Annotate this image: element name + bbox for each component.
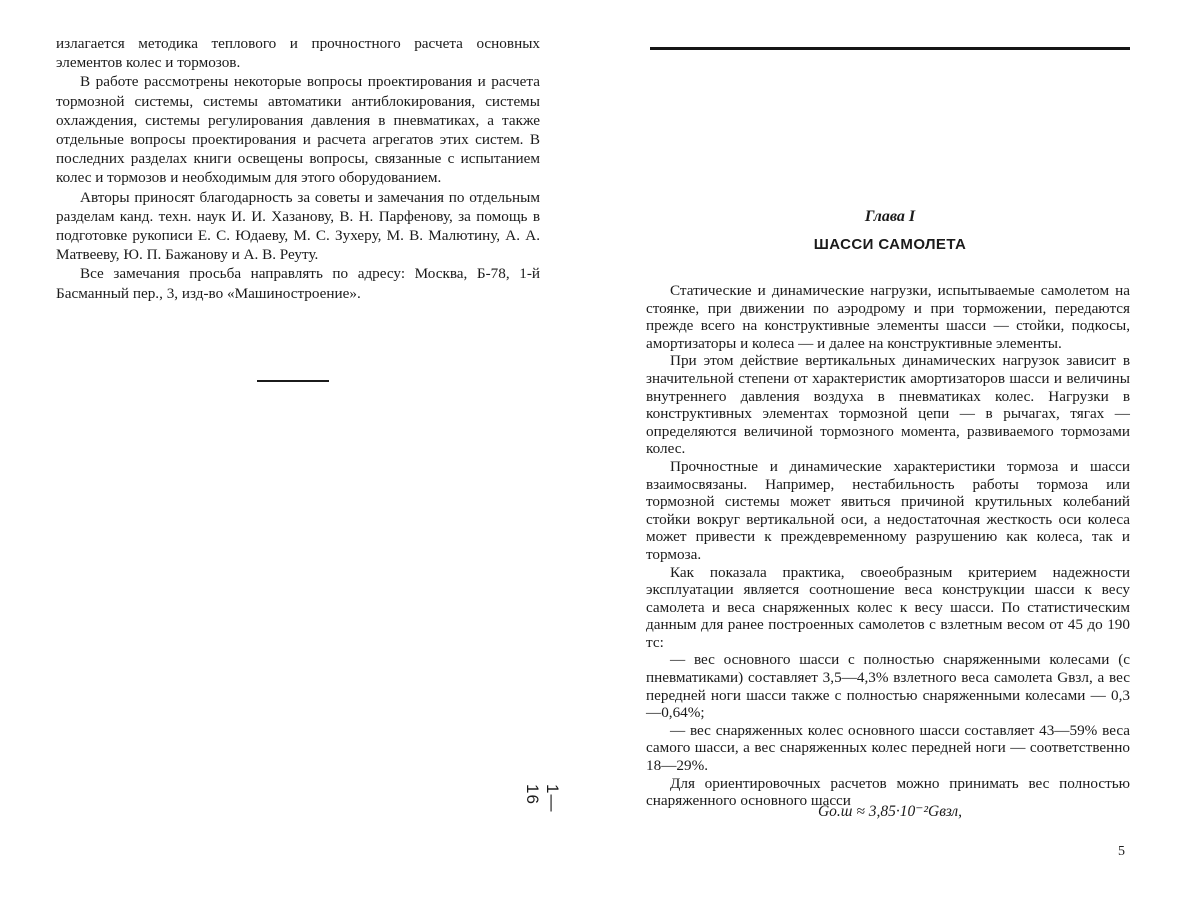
- end-rule: [257, 380, 329, 382]
- paragraph: Все замечания просьба направлять по адресу: Москва, Б-78, 1-й Басманный пер., 3, изд-во «Машиностроение».: [56, 265, 540, 302]
- page-number: 5: [1118, 844, 1125, 859]
- chapter-title: ШАССИ САМОЛЕТА: [813, 236, 967, 253]
- paragraph: Как показала практика, своеобразным критерием надежности эксплуатации является соотношение веса конструкции шасси к весу самолета и веса снаряженных колес к весу шасси. По статистическим данным для ранее построенных самолетов с взлетным весом от 45 до 190 тс:: [646, 563, 1130, 651]
- chapter-label: Глава I: [864, 208, 916, 225]
- paragraph: Для ориентировочных расчетов можно принимать вес полностью снаряженного основного шасси: [646, 774, 1130, 810]
- formula: Gо.ш ≈ 3,85·10⁻²Gвзл,: [817, 803, 963, 820]
- paragraph: В работе рассмотрены некоторые вопросы проектирования и расчета тормозной системы, системы автоматики антиблокирования, системы охлаждения, системы регулирования давления в пневматиках, а также отдельные вопросы проектирования и расчета агрегатов этих систем. В последних разделах книги освещены вопросы, связанные с испытанием колес и тормозов и необходимым для этого оборудованием.: [56, 73, 540, 187]
- paragraph: излагается методика теплового и прочностного расчета основных элементов колес и тормозов.: [56, 35, 540, 72]
- left-text-column: [56, 34, 540, 303]
- paragraph: — вес снаряженных колес основного шасси составляет 43—59% веса самого шасси, а вес снаряженных колес передней ноги — соответственно 18—29%.: [646, 721, 1130, 775]
- top-rule: [650, 47, 1130, 50]
- paragraph: — вес основного шасси с полностью снаряженными колесами (с пневматиками) составляет 3,5—4,3% взлетного веса самолета Gвзл, а вес передней ноги шасси также с полностью снаряженными колесами — 0,3—0,64%;: [646, 651, 1130, 722]
- paragraph: При этом действие вертикальных динамических нагрузок зависит в значительной степени от характеристик амортизаторов шасси и величины внутреннего давления воздуха в пневматиках колес. Нагрузки в конструктивных элементах тормозной цепи — в рычагах, тягах — определяются величиной тормозного момента, развиваемого тормозами колес.: [646, 352, 1130, 458]
- printer-signature: 1—16: [523, 784, 562, 813]
- paragraph: Прочностные и динамические характеристики тормоза и шасси взаимосвязаны. Например, нестабильность работы тормоза или тормозной системы может явиться причиной крутильных колебаний стойки вокруг вертикальной оси, а недостаточная жесткость оси колеса может привести к преждевременному разрушению как колеса, так и тормоза.: [646, 457, 1130, 563]
- paragraph: Авторы приносят благодарность за советы и замечания по отдельным разделам канд. техн. наук И. И. Хазанову, В. Н. Парфенову, за помощь в подготовке рукописи Е. С. Юдаеву, М. С. Зухеру, М. В. Малютину, А. А. Матвееву, Ю. П. Бажанову и А. В. Реуту.: [56, 188, 540, 264]
- paragraph: Статические и динамические нагрузки, испытываемые самолетом на стоянке, при движении по аэродрому и при торможении, передаются прежде всего на конструктивные элементы шасси — стойки, подкосы, амортизаторы и колеса — и далее на конструктивные элементы.: [646, 282, 1130, 352]
- right-text-column: [646, 282, 1130, 810]
- right-page: [600, 0, 1200, 918]
